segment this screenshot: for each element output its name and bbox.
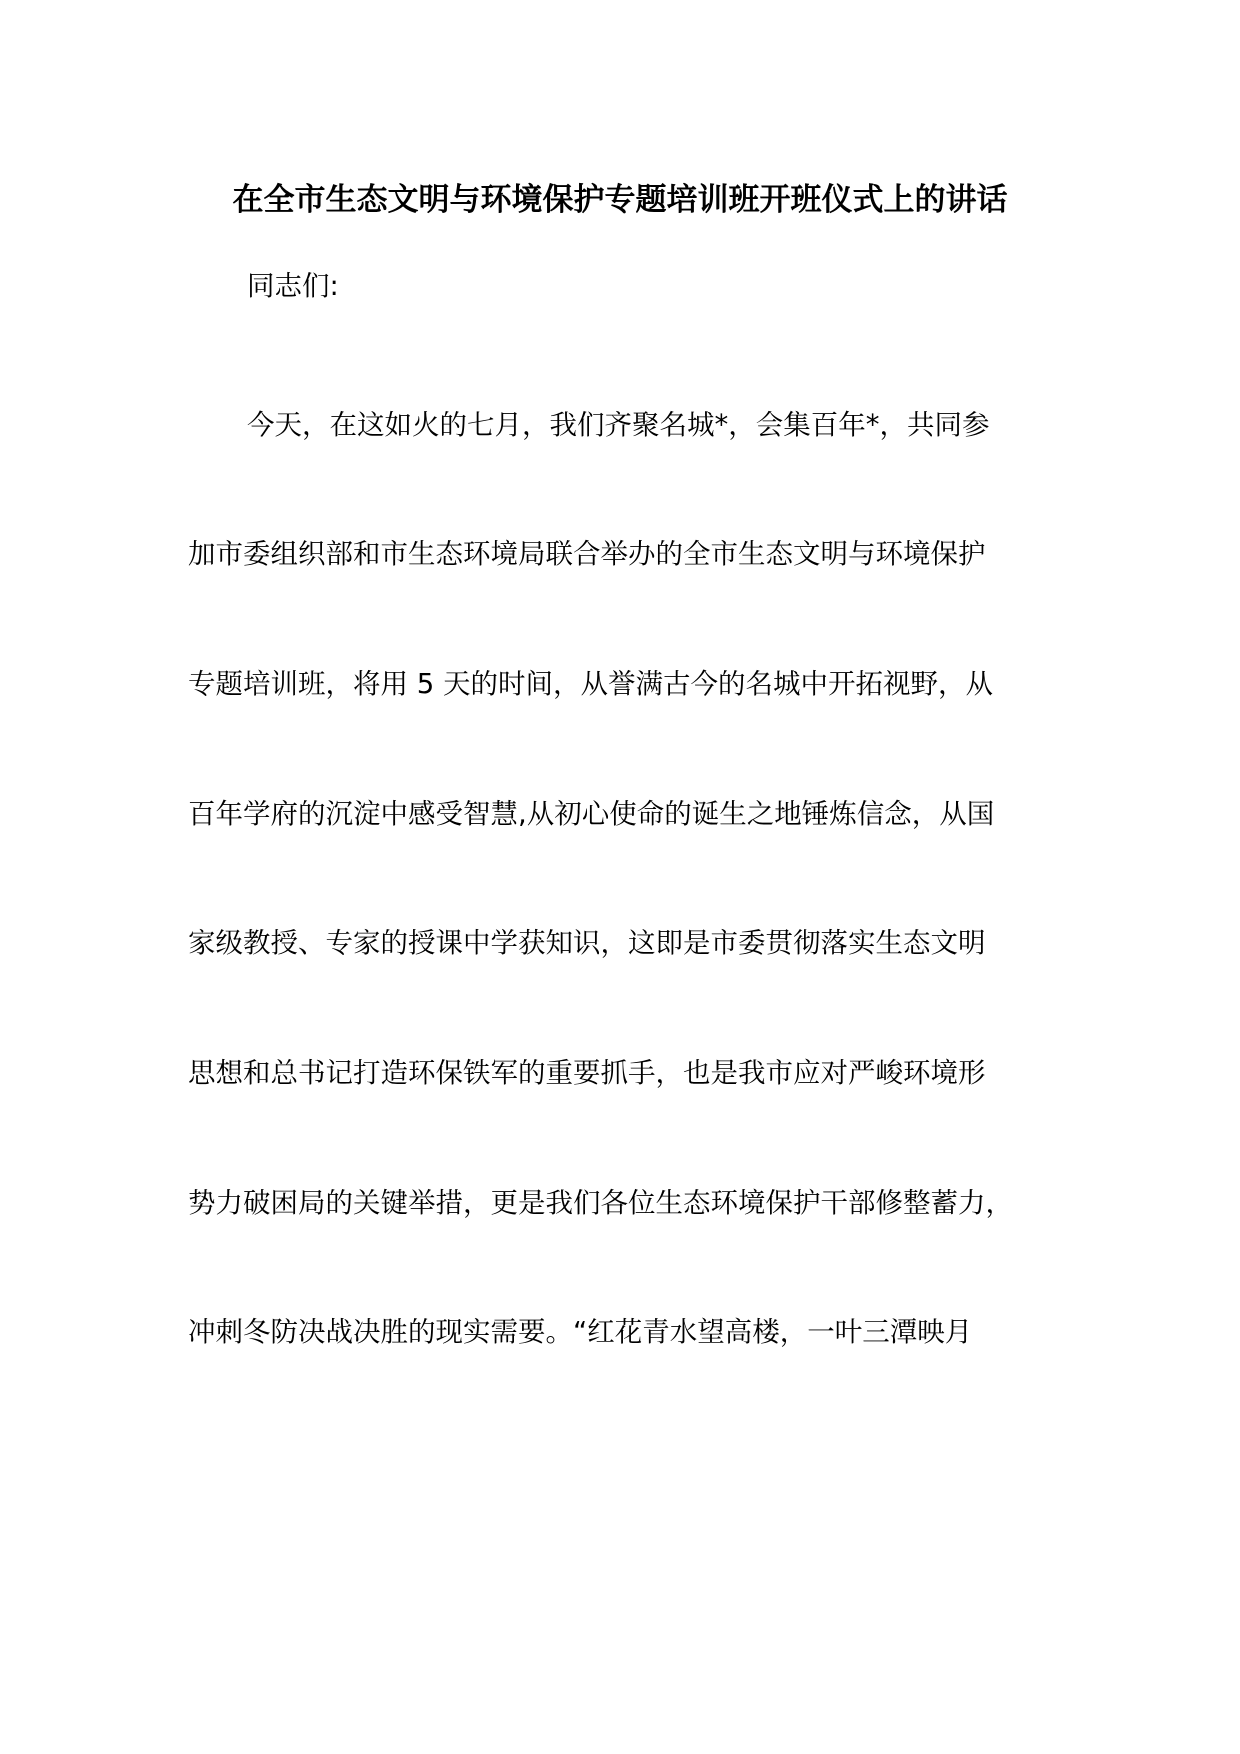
paragraph-line: 势力破困局的关键举措，更是我们各位生态环境保护干部修整蓄力， xyxy=(188,1187,1013,1219)
paragraph-line: 冲刺冬防决战决胜的现实需要。“红花青水望高楼，一叶三潭映月 xyxy=(188,1316,973,1348)
paragraph-line: 思想和总书记打造环保铁军的重要抓手，也是我市应对严峻环境形 xyxy=(188,1057,986,1089)
paragraph-line: 家级教授、专家的授课中学获知识，这即是市委贯彻落实生态文明 xyxy=(188,927,986,959)
paragraph-line: 百年学府的沉淀中感受智慧,从初心使命的诞生之地锤炼信念，从国 xyxy=(188,798,995,830)
paragraph-line: 加市委组织部和市生态环境局联合举办的全市生态文明与环境保护 xyxy=(188,538,986,570)
document-title: 在全市生态文明与环境保护专题培训班开班仪式上的讲话 xyxy=(232,182,1008,218)
salutation: 同志们: xyxy=(247,270,339,302)
paragraph-line: 今天，在这如火的七月，我们齐聚名城*，会集百年*，共同参 xyxy=(247,409,990,441)
paragraph-line: 专题培训班，将用 5 天的时间，从誉满古今的名城中开拓视野，从 xyxy=(188,668,993,700)
